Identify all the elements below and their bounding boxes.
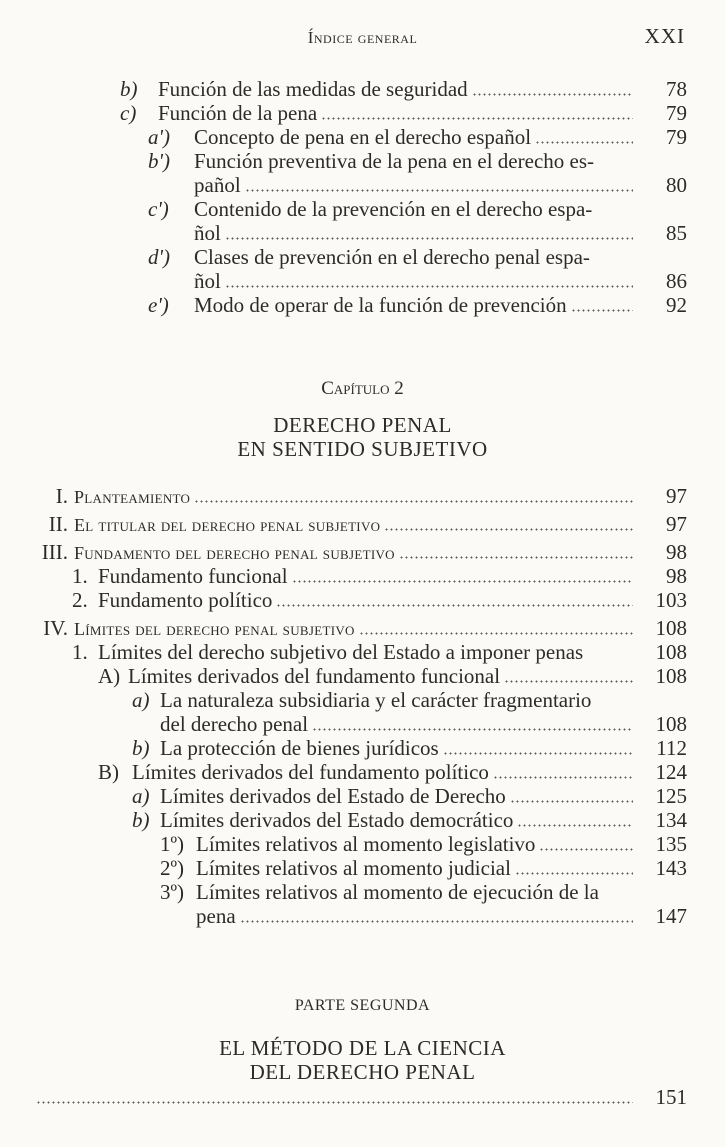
leader-dots xyxy=(321,117,633,120)
toc-entry-continuation xyxy=(0,712,725,736)
leader-dots xyxy=(510,800,633,803)
toc-entry xyxy=(0,808,725,832)
toc-entry-page: 134 xyxy=(655,808,687,832)
toc-entry-text: El titular del derecho penal subjetivo xyxy=(74,515,381,535)
toc-entry-page: 80 xyxy=(666,173,687,197)
toc-entry-continuation xyxy=(0,221,725,245)
toc-entry-text: pena xyxy=(196,904,236,928)
leader-dots xyxy=(292,580,633,583)
toc-entry-label: I. xyxy=(55,484,68,508)
toc-entry-text: Límites del derecho subjetivo del Estado a imponer penas xyxy=(98,640,584,664)
toc-entry-page: 143 xyxy=(655,856,687,880)
leader-dots xyxy=(472,93,633,96)
toc-entry-page: 124 xyxy=(655,760,687,784)
toc-entry-page: 98 xyxy=(666,540,687,564)
toc-entry xyxy=(0,245,725,269)
toc-entry-text: Concepto de pena en el derecho español xyxy=(194,125,532,149)
toc-entry-label: IV. xyxy=(43,616,68,640)
part-label: PARTE SEGUNDA xyxy=(294,997,431,1014)
toc-entry-label: a) xyxy=(132,688,150,712)
toc-entry-label: 1º) xyxy=(160,832,185,856)
running-title: Índice general xyxy=(307,28,418,47)
toc-entry-page: 85 xyxy=(666,221,687,245)
toc-entry xyxy=(0,564,725,588)
toc-entry xyxy=(0,856,725,880)
toc-entry-text: Modo de operar de la función de prevención xyxy=(194,293,567,317)
leader-dots xyxy=(571,309,633,312)
toc-entry xyxy=(0,484,725,508)
toc-entry-label: 1. xyxy=(72,640,88,664)
toc-entry-label: b) xyxy=(132,808,150,832)
toc-entry xyxy=(0,640,725,664)
leader-dots xyxy=(359,632,633,635)
leader-dots xyxy=(399,556,633,559)
chapter-title-line2: EN SENTIDO SUBJETIVO xyxy=(237,437,488,461)
running-head xyxy=(0,24,725,48)
toc-entry-label: b) xyxy=(120,77,138,101)
toc-entry xyxy=(0,736,725,760)
toc-entry-label: c) xyxy=(120,101,137,125)
toc-entry-label: a) xyxy=(132,784,150,808)
toc-entry-label: 2. xyxy=(72,588,88,612)
leader-dots xyxy=(443,752,633,755)
toc-entry xyxy=(0,77,725,101)
leader-dots xyxy=(504,680,633,683)
toc-entry-page: 97 xyxy=(666,512,687,536)
toc-entry-page: 108 xyxy=(655,640,687,664)
toc-entry-text: Fundamento del derecho penal subjetivo xyxy=(74,543,395,563)
toc-entry xyxy=(0,784,725,808)
toc-entry-text: ñol xyxy=(194,269,221,293)
part-title-line1: EL MÉTODO DE LA CIENCIA xyxy=(219,1036,506,1060)
toc-entry-label: III. xyxy=(41,540,68,564)
toc-entry xyxy=(0,616,725,640)
toc-entry-text: La protección de bienes jurídicos xyxy=(160,736,439,760)
leader-dots xyxy=(225,237,633,240)
toc-entry-text: Límites relativos al momento judicial xyxy=(196,856,511,880)
leader-dots xyxy=(36,1101,633,1104)
toc-entry xyxy=(0,832,725,856)
leader-dots xyxy=(276,604,633,607)
toc-entry-text: La naturaleza subsidiaria y el carácter fragmentario xyxy=(160,688,592,712)
toc-entry-label: c') xyxy=(148,197,169,221)
leader-dots xyxy=(493,776,633,779)
toc-entry-text: Contenido de la prevención en el derecho espa- xyxy=(194,197,593,221)
toc-entry-text: Planteamiento xyxy=(74,487,191,507)
toc-entry-label: e') xyxy=(148,293,169,317)
toc-entry-label: 1. xyxy=(72,564,88,588)
toc-entry-continuation xyxy=(0,269,725,293)
toc-entry-text: Función de las medidas de seguridad xyxy=(158,77,468,101)
toc-entry-page: 97 xyxy=(666,484,687,508)
toc-entry-page: 112 xyxy=(656,736,687,760)
toc-entry xyxy=(0,149,725,173)
toc-entry-page: 108 xyxy=(655,712,687,736)
leader-dots xyxy=(535,141,633,144)
toc-entry-text: Límites derivados del Estado democrático xyxy=(160,808,514,832)
toc-entry-text: pañol xyxy=(194,173,241,197)
toc-entry xyxy=(0,512,725,536)
toc-entry xyxy=(0,125,725,149)
toc-entry-text: Función preventiva de la pena en el derecho es- xyxy=(194,149,594,173)
toc-entry-page: 79 xyxy=(666,101,687,125)
toc-entry-page: 78 xyxy=(666,77,687,101)
toc-entry-page: 125 xyxy=(655,784,687,808)
toc-entry-page: 108 xyxy=(655,664,687,688)
toc-entry xyxy=(0,664,725,688)
toc-entry xyxy=(0,101,725,125)
toc-entry xyxy=(0,1085,725,1109)
toc-entry xyxy=(0,197,725,221)
toc-entry-page: 92 xyxy=(666,293,687,317)
toc-entry xyxy=(0,688,725,712)
toc-entry-label: II. xyxy=(48,512,68,536)
toc-entry-continuation xyxy=(0,173,725,197)
toc-entry-page: 103 xyxy=(655,588,687,612)
leader-dots xyxy=(225,285,633,288)
toc-entry-label: 3º) xyxy=(160,880,185,904)
toc-entry-text: Clases de prevención en el derecho penal espa- xyxy=(194,245,590,269)
toc-entry-page: 151 xyxy=(655,1085,687,1109)
leader-dots xyxy=(384,528,633,531)
chapter-title-line1: DERECHO PENAL xyxy=(273,413,452,437)
toc-entry-text: del derecho penal xyxy=(160,712,309,736)
toc-entry-page: 79 xyxy=(666,125,687,149)
toc-entry xyxy=(0,760,725,784)
toc-entry-label: d') xyxy=(148,245,170,269)
toc-entry-label: b') xyxy=(148,149,170,173)
leader-dots xyxy=(517,824,633,827)
toc-entry-text: Fundamento funcional xyxy=(98,564,288,588)
leader-dots xyxy=(515,872,633,875)
toc-entry xyxy=(0,880,725,904)
toc-entry-label: B) xyxy=(98,760,119,784)
leader-dots xyxy=(312,728,633,731)
toc-entry-text: ñol xyxy=(194,221,221,245)
toc-entry-page: 135 xyxy=(655,832,687,856)
toc-entry-text: Límites relativos al momento legislativo xyxy=(196,832,536,856)
toc-entry-continuation xyxy=(0,904,725,928)
toc-entry-text: Límites relativos al momento de ejecución de la xyxy=(196,880,599,904)
page-number-roman: XXI xyxy=(644,24,685,48)
toc-entry-text: Función de la pena xyxy=(158,101,318,125)
toc-entry-text: Límites derivados del Estado de Derecho xyxy=(160,784,506,808)
toc-entry-label: A) xyxy=(98,664,121,688)
toc-entry xyxy=(0,293,725,317)
toc-entry-label: a') xyxy=(148,125,170,149)
toc-entry-page: 98 xyxy=(666,564,687,588)
toc-entry-page: 86 xyxy=(666,269,687,293)
chapter-label: Capítulo 2 xyxy=(321,378,404,399)
toc-entry-text: Límites derivados del fundamento funcional xyxy=(128,664,501,688)
toc-entry-label: b) xyxy=(132,736,150,760)
leader-dots xyxy=(245,189,633,192)
toc-entry xyxy=(0,588,725,612)
toc-entry-page: 108 xyxy=(655,616,687,640)
leader-dots xyxy=(240,920,633,923)
toc-entry xyxy=(0,540,725,564)
leader-dots xyxy=(194,500,633,503)
toc-entry-label: 2º) xyxy=(160,856,185,880)
toc-entry-text: Límites derivados del fundamento político xyxy=(132,760,489,784)
toc-entry-text: Límites del derecho penal subjetivo xyxy=(74,619,355,639)
part-title-line2: DEL DERECHO PENAL xyxy=(249,1060,476,1084)
leader-dots xyxy=(539,848,633,851)
toc-entry-page: 147 xyxy=(655,904,687,928)
toc-entry-text: Fundamento político xyxy=(98,588,273,612)
